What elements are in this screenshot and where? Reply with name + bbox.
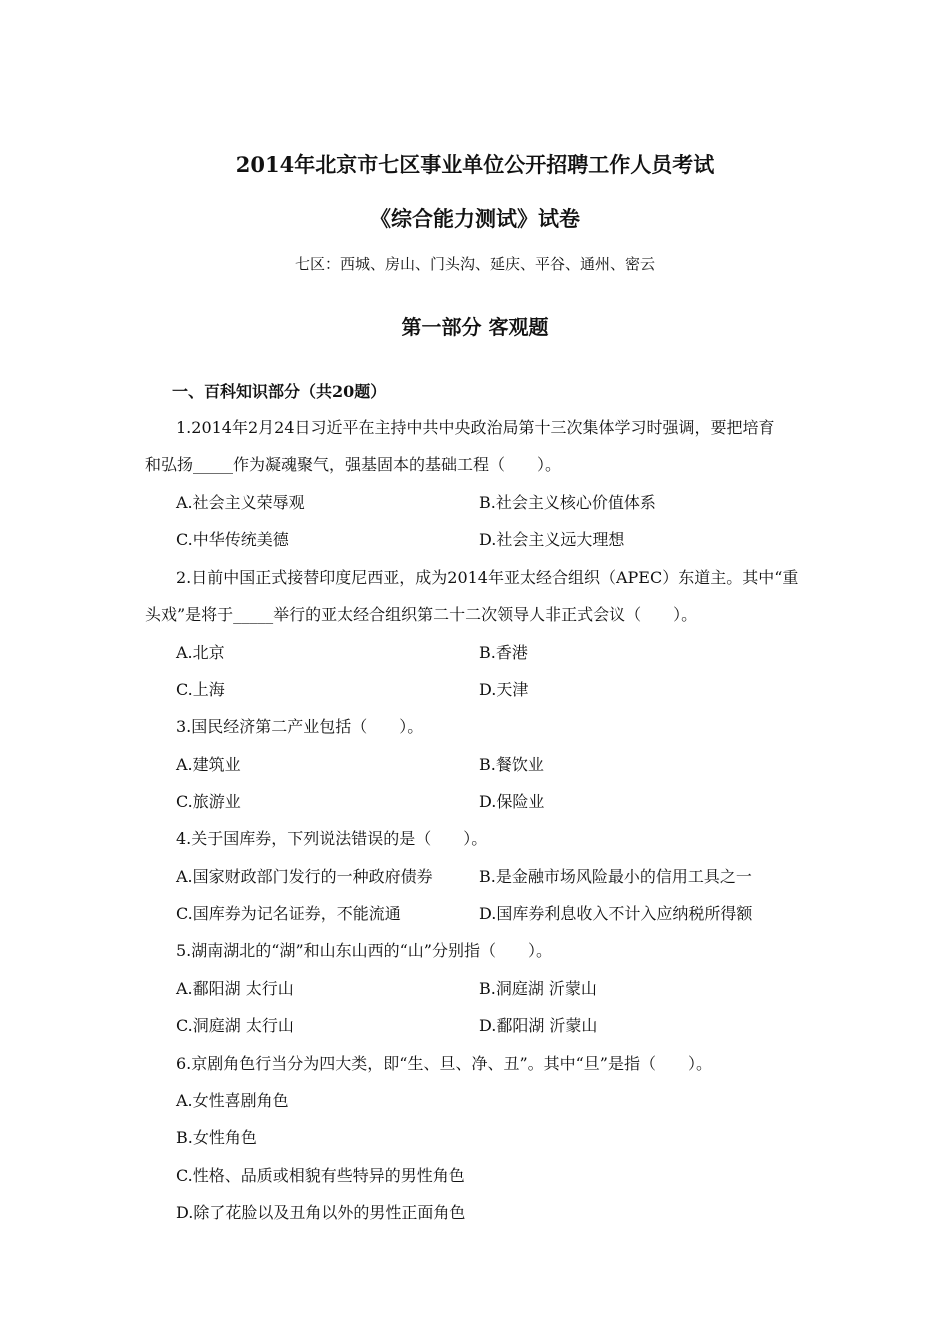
question-1-option-d: D.社会主义远大理想 [479, 530, 625, 549]
question-3-option-a: A.建筑业 [176, 755, 241, 774]
question-4-option-d: D.国库券利息收入不计入应纳税所得额 [479, 904, 753, 923]
question-1-option-b: B.社会主义核心价值体系 [479, 493, 656, 512]
question-3-option-b: B.餐饮业 [479, 755, 544, 774]
question-6-option-a: A.女性喜剧角色 [176, 1091, 289, 1110]
question-6-line-1: 6.京剧角色行当分为四大类，即“生、旦、净、丑”。其中“旦”是指（ ）。 [176, 1054, 712, 1073]
question-6-option-d: D.除了花脸以及丑角以外的男性正面角色 [176, 1203, 466, 1222]
question-1-line-2: 和弘扬_____作为凝魂聚气，强基固本的基础工程（ ）。 [145, 455, 562, 474]
question-2-option-c: C.上海 [176, 680, 225, 699]
question-5-option-a: A.鄱阳湖 太行山 [176, 979, 294, 998]
question-5-option-c: C.洞庭湖 太行山 [176, 1016, 294, 1035]
question-6-option-c: C.性格、品质或相貌有些特异的男性角色 [176, 1166, 465, 1185]
question-1-line-1: 1.2014年2月24日习近平在主持中共中央政治局第十三次集体学习时强调，要把培育 [176, 418, 775, 437]
question-4-line-1: 4.关于国库券，下列说法错误的是（ ）。 [176, 829, 488, 848]
question-2-option-d: D.天津 [479, 680, 529, 699]
question-4-option-c: C.国库券为记名证券，不能流通 [176, 904, 401, 923]
question-1-option-a: A.社会主义荣辱观 [176, 493, 305, 512]
section-heading: 一、百科知识部分（共20题） [172, 382, 387, 401]
question-3-option-c: C.旅游业 [176, 792, 241, 811]
question-2-line-1: 2.日前中国正式接替印度尼西亚，成为2014年亚太经合组织（APEC）东道主。其中“重 [176, 568, 799, 587]
question-4-option-a: A.国家财政部门发行的一种政府债券 [176, 867, 433, 886]
question-2-option-b: B.香港 [479, 643, 528, 662]
question-5-option-d: D.鄱阳湖 沂蒙山 [479, 1016, 598, 1035]
question-5-line-1: 5.湖南湖北的“湖”和山东山西的“山”分别指（ ）。 [176, 941, 552, 960]
districts-note: 七区：西城、房山、门头沟、延庆、平谷、通州、密云 [294, 255, 655, 273]
question-5-option-b: B.洞庭湖 沂蒙山 [479, 979, 597, 998]
exam-title: 2014年北京市七区事业单位公开招聘工作人员考试 [235, 152, 715, 177]
question-2-option-a: A.北京 [176, 643, 225, 662]
question-4-option-b: B.是金融市场风险最小的信用工具之一 [479, 867, 752, 886]
question-1-option-c: C.中华传统美德 [176, 530, 289, 549]
question-3-option-d: D.保险业 [479, 792, 545, 811]
exam-subtitle: 《综合能力测试》试卷 [370, 206, 580, 231]
question-6-option-b: B.女性角色 [176, 1128, 257, 1147]
question-3-line-1: 3.国民经济第二产业包括（ ）。 [176, 717, 424, 736]
question-2-line-2: 头戏”是将于_____举行的亚太经合组织第二十二次领导人非正式会议（ ）。 [145, 605, 698, 624]
part-title: 第一部分 客观题 [401, 315, 549, 339]
